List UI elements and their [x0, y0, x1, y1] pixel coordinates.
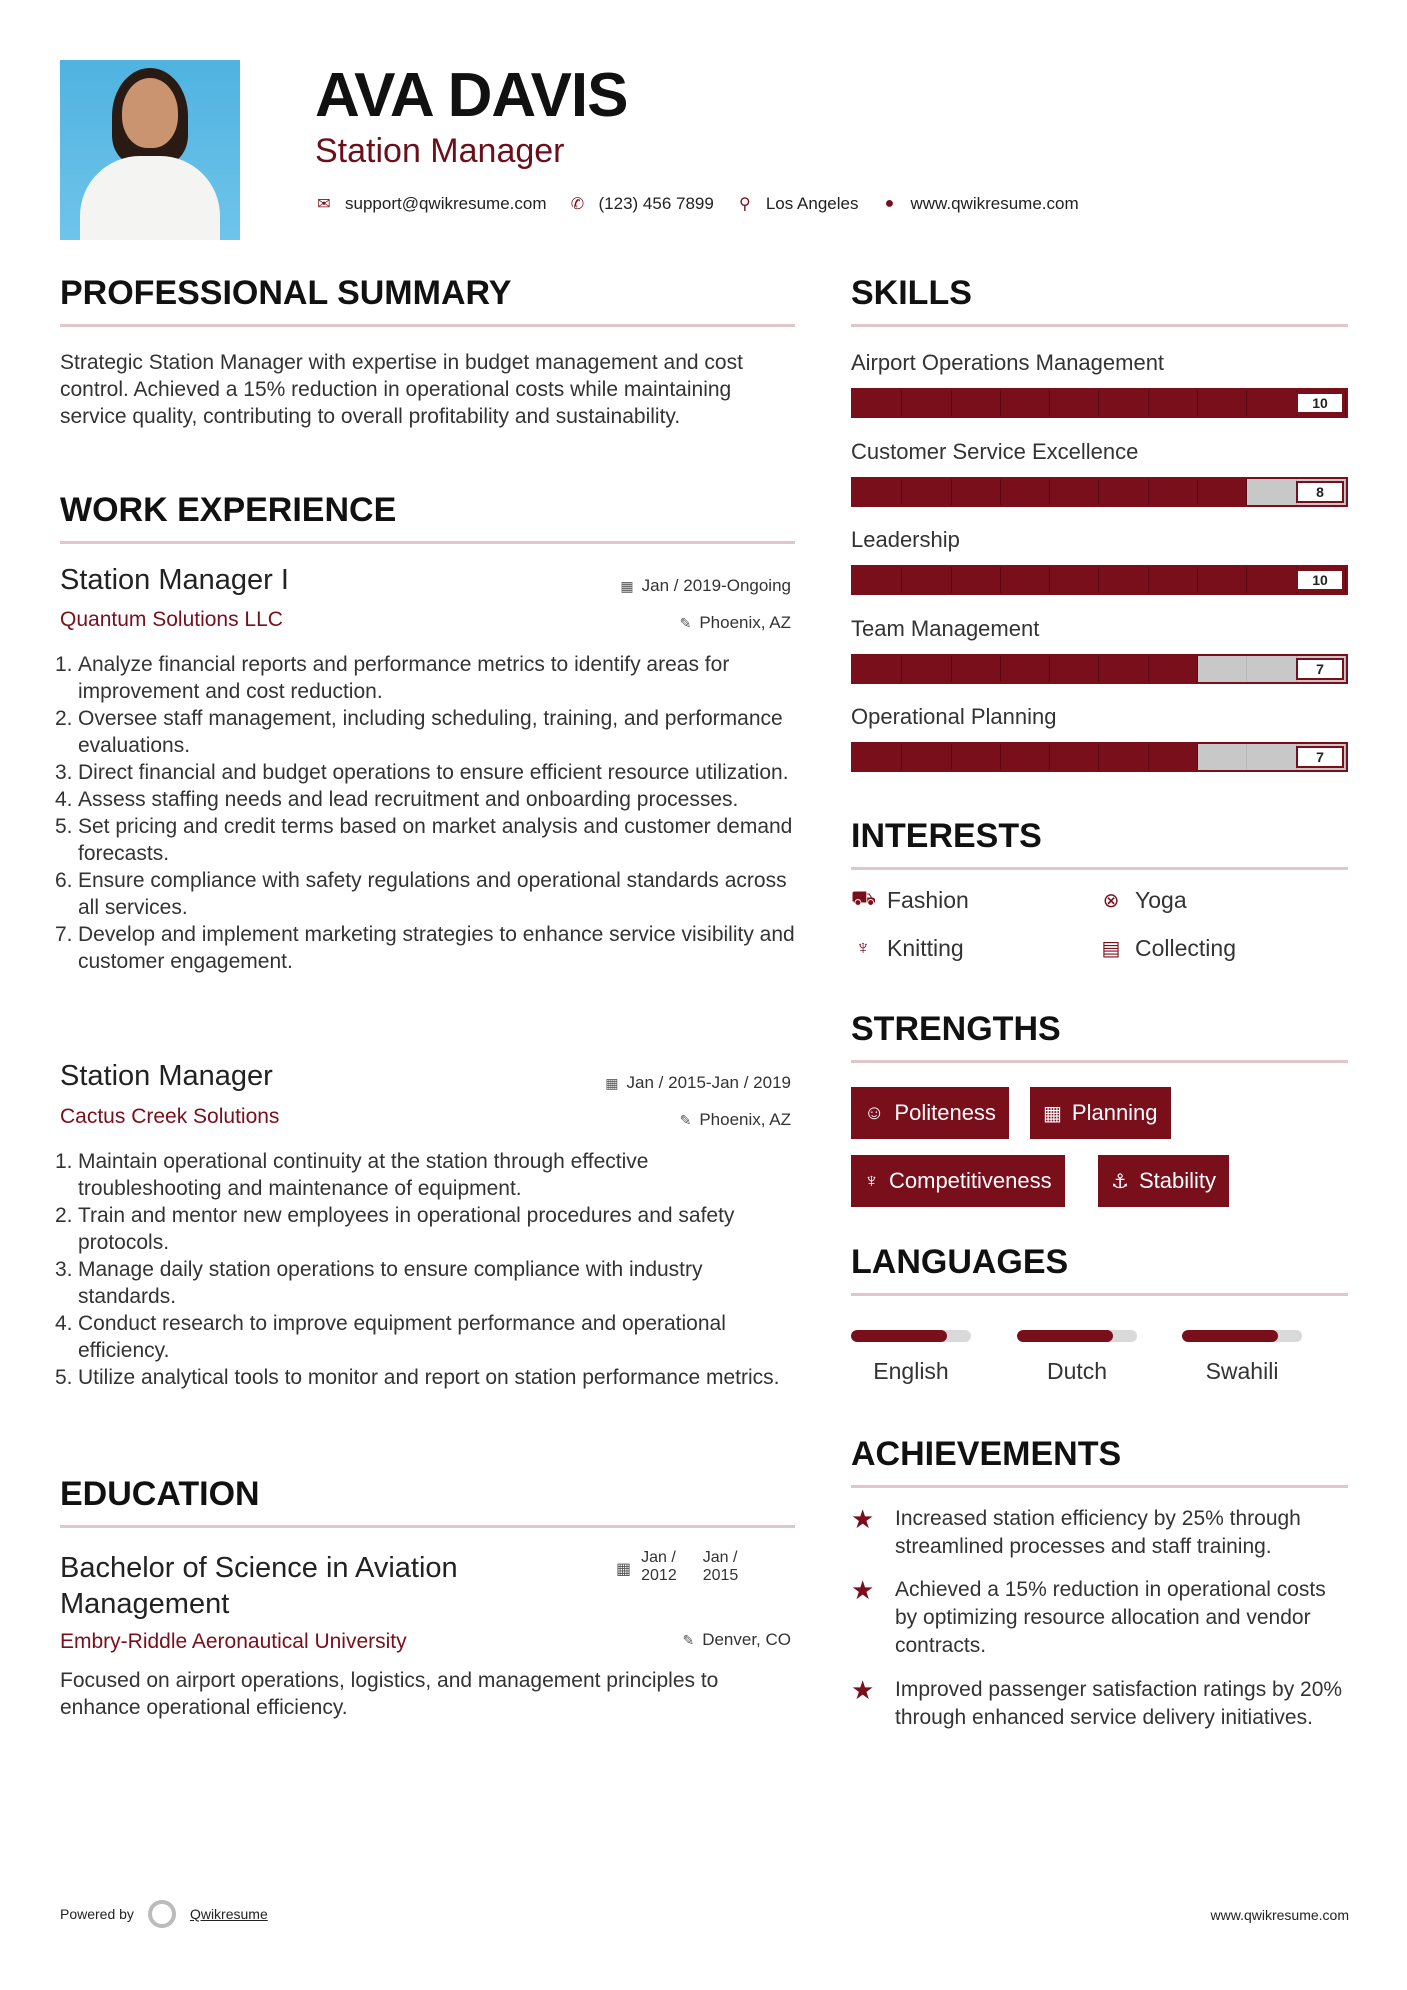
- skill-name: Operational Planning: [851, 704, 1057, 729]
- achievement-item: ★ Increased station efficiency by 25% through streamlined processes and staff training.: [851, 1505, 1351, 1561]
- language-level-bar: [1017, 1330, 1137, 1342]
- skill-bar-segment: [1001, 744, 1050, 770]
- qwikresume-logo-icon: [148, 1900, 176, 1928]
- achievements-divider: [851, 1485, 1348, 1488]
- calendar-icon: ▦: [1043, 1102, 1062, 1125]
- skill-bar-segment: [853, 567, 902, 593]
- achievement-item: ★ Achieved a 15% reduction in operational costs by optimizing resource allocation and vendor contracts.: [851, 1576, 1351, 1660]
- skill-bar: [851, 477, 1348, 507]
- job-company: Quantum Solutions LLC: [60, 608, 283, 631]
- skill-bar-segment: [952, 744, 1001, 770]
- anchor-icon: ⚓: [1111, 1170, 1129, 1193]
- contact-phone[interactable]: (123) 456 7899: [598, 194, 714, 213]
- skill-bar-segment: [1247, 567, 1296, 593]
- education-location: ✎ Denver, CO: [682, 1630, 791, 1649]
- calendar-icon: ▦: [620, 577, 634, 594]
- language-level-fill: [1017, 1330, 1113, 1342]
- skill-bar-segment: [853, 479, 902, 505]
- interest-item: ♆ Knitting: [851, 935, 964, 962]
- experience-heading: WORK EXPERIENCE: [60, 491, 397, 529]
- language-level-fill: [851, 1330, 947, 1342]
- skill-bar: [851, 388, 1348, 418]
- job-dates: ▦ Jan / 2019-Ongoing: [620, 576, 791, 595]
- skill-bar-segment: [1050, 479, 1099, 505]
- summary-text: Strategic Station Manager with expertise in budget management and cost control. Achieved a 15% reduction in operational costs while maintaining service quality, contributing to overall profitability and sustainability.: [60, 351, 743, 428]
- skill-bar-segment: [1198, 656, 1247, 682]
- language-level-bar: [1182, 1330, 1302, 1342]
- skill-bar-segment: [1149, 390, 1198, 416]
- skill-value: 10: [1296, 392, 1344, 414]
- trophy-icon: ♆: [864, 1169, 879, 1192]
- skill-bar-segment: [952, 390, 1001, 416]
- skill-bar-segment: [1001, 390, 1050, 416]
- skill-bar-segment: [1099, 479, 1148, 505]
- skill-bar-segment: [1247, 479, 1296, 505]
- education-divider: [60, 1525, 795, 1528]
- strength-tag: ☺ Politeness: [851, 1087, 1009, 1139]
- footer-brand-link[interactable]: Qwikresume: [189, 1906, 268, 1922]
- skill-bar: [851, 565, 1348, 595]
- list-item: 3. Direct financial and budget operations to ensure efficient resource utilization.: [55, 761, 789, 784]
- contact-website[interactable]: www.qwikresume.com: [910, 194, 1079, 213]
- job-title: Station Manager: [60, 1060, 273, 1092]
- skill-bar-segment: [1001, 567, 1050, 593]
- job-dates: ▦ Jan / 2015-Jan / 2019: [605, 1073, 791, 1092]
- list-item: 5. Utilize analytical tools to monitor and report on station performance metrics.: [55, 1366, 780, 1389]
- job-title: Station Manager I: [60, 564, 289, 596]
- pushpin-icon: ✎: [679, 1111, 692, 1128]
- interest-item: ▤ Collecting: [1099, 935, 1236, 962]
- skill-name: Leadership: [851, 527, 960, 552]
- skill-bar-segment: [1247, 744, 1296, 770]
- skill-bar-segment: [1198, 390, 1247, 416]
- achievements-heading: ACHIEVEMENTS: [851, 1435, 1122, 1473]
- lifebuoy-icon: ⊗: [1102, 890, 1120, 912]
- calendar-icon: ▦: [605, 1074, 619, 1091]
- strength-tag: ▦ Planning: [1030, 1087, 1171, 1139]
- achievement-item: ★ Improved passenger satisfaction ratings by 20% through enhanced service delivery initiatives.: [851, 1676, 1351, 1732]
- smile-icon: ☺: [864, 1101, 885, 1124]
- language-label: English: [873, 1358, 949, 1384]
- contact-location: Los Angeles: [765, 194, 859, 213]
- interests-divider: [851, 867, 1348, 870]
- shopping-bag-icon: ⛟: [851, 888, 877, 910]
- degree-title: Bachelor of Science in Aviation Management: [60, 1552, 458, 1620]
- strength-tag: ⚓ Stability: [1098, 1155, 1229, 1207]
- skill-bar-segment: [1050, 744, 1099, 770]
- star-icon: ★: [851, 1575, 875, 1605]
- candidate-role: Station Manager: [315, 132, 565, 170]
- skill-bar: [851, 654, 1348, 684]
- summary-heading: PROFESSIONAL SUMMARY: [60, 274, 512, 312]
- job-location: ✎ Phoenix, AZ: [679, 1110, 791, 1129]
- skill-bar-segment: [902, 656, 951, 682]
- footer-website[interactable]: www.qwikresume.com: [1210, 1907, 1349, 1923]
- skill-bar-segment: [1001, 479, 1050, 505]
- phone-icon: ✆: [570, 196, 585, 213]
- skill-value: 8: [1296, 481, 1344, 503]
- language-item: [851, 1330, 971, 1385]
- summary-divider: [60, 324, 795, 327]
- archive-icon: ▤: [1101, 938, 1121, 960]
- skill-bar-segment: [952, 567, 1001, 593]
- trophy-icon: ♆: [855, 937, 871, 959]
- language-item: [1182, 1330, 1302, 1385]
- interests-heading: INTERESTS: [851, 817, 1042, 855]
- list-item: 2. Oversee staff management, including scheduling, training, and performance evaluations.: [55, 707, 783, 757]
- skill-bar-segment: [902, 479, 951, 505]
- list-item: 7. Develop and implement marketing strategies to enhance service visibility and customer engagement.: [55, 923, 795, 973]
- list-item: 4. Conduct research to improve equipment performance and operational efficiency.: [55, 1312, 726, 1362]
- skill-bar-segment: [1099, 390, 1148, 416]
- list-item: 1. Analyze financial reports and performance metrics to identify areas for improvement and cost reduction.: [55, 653, 730, 703]
- strengths-divider: [851, 1060, 1348, 1063]
- skill-bar-segment: [853, 744, 902, 770]
- skill-bar-segment: [952, 479, 1001, 505]
- skill-bar-segment: [1198, 567, 1247, 593]
- footer-powered-by: Powered by Qwikresume: [60, 1900, 268, 1928]
- skill-bar-segment: [1247, 656, 1296, 682]
- skill-value: 10: [1296, 569, 1344, 591]
- strength-tag: ♆ Competitiveness: [851, 1155, 1065, 1207]
- job-location: ✎ Phoenix, AZ: [679, 613, 791, 632]
- skill-bar-segment: [1050, 656, 1099, 682]
- skill-name: Customer Service Excellence: [851, 438, 1139, 464]
- contact-bar: [315, 194, 1101, 214]
- skills-divider: [851, 324, 1348, 327]
- list-item: 6. Ensure compliance with safety regulations and operational standards across all services.: [55, 869, 787, 919]
- skill-bar-segment: [1149, 479, 1198, 505]
- calendar-icon: ▦: [616, 1561, 632, 1578]
- pushpin-icon: ✎: [682, 1631, 695, 1648]
- language-level-fill: [1182, 1330, 1278, 1342]
- strengths-heading: STRENGTHS: [851, 1010, 1061, 1048]
- skill-bar-segment: [1247, 390, 1296, 416]
- interest-item: ⛟ Fashion: [851, 887, 969, 913]
- list-item: 4. Assess staffing needs and lead recruitment and onboarding processes.: [55, 788, 739, 811]
- skill-bar: [851, 742, 1348, 772]
- language-label: Swahili: [1205, 1358, 1279, 1384]
- star-icon: ★: [851, 1504, 875, 1534]
- language-label: Dutch: [1046, 1358, 1108, 1384]
- star-icon: ★: [851, 1675, 875, 1705]
- skill-bar-segment: [1099, 656, 1148, 682]
- job-duties-list: [55, 1148, 795, 1391]
- skill-bar-segment: [902, 390, 951, 416]
- education-dates: ▦ Jan / 2012 Jan / 2015: [616, 1549, 739, 1584]
- skill-bar-segment: [1001, 656, 1050, 682]
- skill-bar-segment: [1050, 390, 1099, 416]
- language-level-bar: [851, 1330, 971, 1342]
- skill-bar-segment: [902, 567, 951, 593]
- profile-photo: [60, 60, 240, 240]
- candidate-name: AVA DAVIS: [315, 61, 628, 130]
- skill-name: Team Management: [851, 615, 1040, 641]
- languages-divider: [851, 1293, 1348, 1296]
- job-company: Cactus Creek Solutions: [60, 1105, 280, 1128]
- education-description: Focused on airport operations, logistics, and management principles to enhance operational efficiency.: [60, 1669, 719, 1719]
- pushpin-icon: ✎: [679, 614, 692, 631]
- skill-bar-segment: [1149, 656, 1198, 682]
- skill-bar-segment: [1149, 744, 1198, 770]
- language-item: [1017, 1330, 1137, 1385]
- skill-bar-segment: [1198, 744, 1247, 770]
- skill-value: 7: [1296, 658, 1344, 680]
- job-duties-list: [55, 651, 795, 975]
- list-item: 5. Set pricing and credit terms based on market analysis and customer demand forecasts.: [55, 815, 793, 865]
- experience-divider: [60, 541, 795, 544]
- skill-bar-segment: [1149, 567, 1198, 593]
- skill-bar-segment: [1099, 567, 1148, 593]
- skills-heading: SKILLS: [851, 274, 972, 312]
- skill-bar-segment: [902, 744, 951, 770]
- skill-bar-segment: [1050, 567, 1099, 593]
- interest-item: ⊗ Yoga: [1099, 887, 1187, 914]
- languages-heading: LANGUAGES: [851, 1243, 1069, 1281]
- skill-bar-segment: [853, 656, 902, 682]
- skill-bar-segment: [1198, 479, 1247, 505]
- skill-bar-segment: [1099, 744, 1148, 770]
- list-item: 2. Train and mentor new employees in operational procedures and safety protocols.: [55, 1204, 735, 1254]
- contact-email[interactable]: support@qwikresume.com: [345, 194, 547, 213]
- skill-name: Airport Operations Management: [851, 350, 1165, 375]
- list-item: 1. Maintain operational continuity at the station through effective troubleshooting and maintenance of equipment.: [55, 1150, 649, 1200]
- skill-bar-segment: [853, 390, 902, 416]
- skill-value: 7: [1296, 746, 1344, 768]
- globe-icon: ●: [884, 195, 895, 212]
- list-item: 3. Manage daily station operations to ensure compliance with industry standards.: [55, 1258, 703, 1308]
- education-heading: EDUCATION: [60, 1475, 260, 1513]
- location-pin-icon: ⚲: [738, 196, 751, 213]
- email-icon: ✉: [317, 196, 331, 213]
- skill-bar-segment: [952, 656, 1001, 682]
- school-name: Embry-Riddle Aeronautical University: [60, 1630, 407, 1653]
